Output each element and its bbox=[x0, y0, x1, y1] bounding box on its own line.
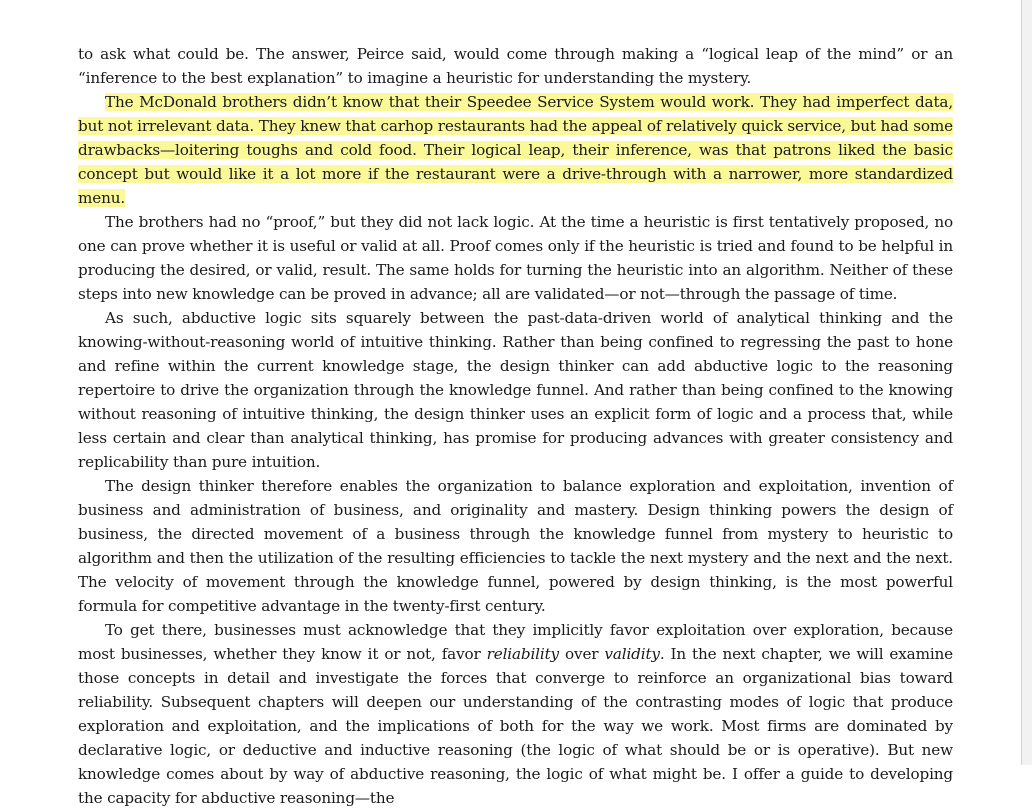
emphasis-validity: validity bbox=[604, 645, 660, 663]
paragraph-text: As such, abductive logic sits squarely between the past-data-driven world of analytical thinking and the knowing-without-reasoning world of intuitive thinking. Rather than being confined to regressing the past to hone and refine within the current knowledge stage, the design thinker can add abductive logic to the reasoning repertoire to drive the organization through the knowledge funnel. And rather than being confined to the knowing without reasoning of intuitive thinking, the design thinker uses an explicit form of logic and a process that, while less certain and clear than analytical thinking, has promise for producing advances with greater consistency and replicability than pure intuition. bbox=[78, 309, 953, 471]
window-right-edge bbox=[1021, 0, 1032, 765]
emphasis-reliability: reliability bbox=[486, 645, 559, 663]
paragraph-mcdonald-brothers bbox=[78, 90, 953, 210]
paragraph-text: . In the next chapter, we will examine those concepts in detail and investigate the forces that converge to reinforce an organizational bias toward reliability. Subsequent chapters will deepen our understanding of the contrasting modes of logic that produce exploration and exploitation, and the implications of both for the way we work. Most firms are dominated by declarative logic, or deductive and inductive reasoning (the logic of what should be or is operative). But new knowledge comes about by way of abductive reasoning, the logic of what might be. I offer a guide to developing the capacity for abductive reasoning—the bbox=[78, 645, 954, 807]
paragraph-text: The brothers had no “proof,” but they did not lack logic. At the time a heuristic is first tentatively proposed, no one can prove whether it is useful or valid at all. Proof comes only if the heuristic is tried and found to be helpful in producing the desired, or valid, result. The same holds for turning the heuristic into an algorithm. Neither of these steps into new knowledge can be proved in advance; all are validated—or not—through the passage of time. bbox=[78, 213, 953, 303]
paragraph-text: The design thinker therefore enables the organization to balance exploration and exploitation, invention of business and administration of business, and originality and mastery. Design thinking powers the design of business, the directed movement of a business through the knowledge funnel from mystery to heuristic to algorithm and then the utilization of the resulting efficiencies to tackle the next mystery and the next and the next. The velocity of movement through the knowledge funnel, powered by design thinking, is the most powerful formula for competitive advantage in the twenty-first century. bbox=[78, 477, 953, 615]
paragraph-continuation bbox=[78, 42, 953, 90]
paragraph-get-there bbox=[78, 618, 953, 810]
paragraph-text: over bbox=[559, 645, 605, 663]
paragraph-abductive-logic bbox=[78, 306, 953, 474]
paragraph-text: to ask what could be. The answer, Peirce said, would come through making a “logical leap of the mind” or an “inference to the best explanation” to imagine a heuristic for understanding the mystery. bbox=[78, 45, 953, 87]
document-page bbox=[78, 42, 953, 810]
paragraph-design-thinker bbox=[78, 474, 953, 618]
highlighted-text[interactable]: The McDonald brothers didn’t know that their Speedee Service System would work. They had imperfect data, but not irrelevant data. They knew that carhop restaurants had the appeal of relatively quick service, but had some drawbacks—loitering toughs and cold food. Their logical leap, their inference, was that patrons liked the basic concept but would like it a lot more if the restaurant were a drive-through with a narrower, more standardized menu. bbox=[78, 93, 953, 207]
paragraph-no-proof bbox=[78, 210, 953, 306]
paragraph-text: To get there, businesses must acknowledge that they implicitly favor exploitation over exploration, because most businesses, whether they know it or not, favor bbox=[78, 621, 953, 663]
